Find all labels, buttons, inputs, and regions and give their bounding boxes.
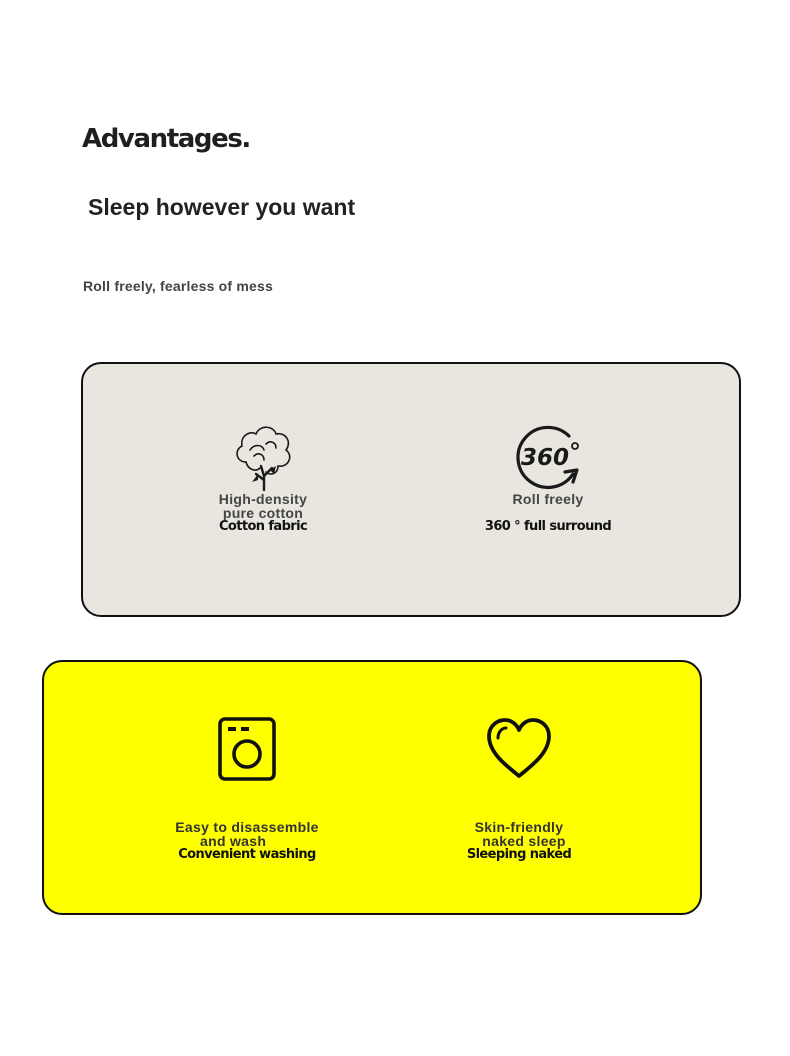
feature-title-line1: Easy to disassemble	[175, 819, 319, 835]
feature-title-line1: Skin-friendly	[474, 819, 564, 835]
360-rotate-icon	[511, 422, 585, 492]
feature-title-line1: High-density	[218, 491, 308, 507]
washing-machine-icon	[217, 714, 277, 784]
feature-roll-freely	[483, 422, 613, 534]
heart-icon	[484, 714, 554, 784]
section-tagline: Roll freely, fearless of mess	[83, 278, 273, 294]
cotton-icon	[228, 422, 298, 492]
section-heading: Advantages.	[82, 124, 250, 154]
feature-caption: Convenient washing	[178, 847, 316, 862]
feature-cotton	[213, 422, 313, 534]
feature-card-gray	[81, 362, 741, 617]
feature-skin-friendly	[444, 714, 594, 862]
feature-caption: 360 ° full surround	[484, 519, 612, 534]
feature-title-line1: Roll freely	[512, 491, 584, 507]
360-icon-label: 360	[520, 445, 570, 471]
feature-card-yellow	[42, 660, 702, 915]
feature-title-line2: naked sleep	[482, 833, 566, 849]
feature-caption: Cotton fabric	[218, 519, 308, 534]
feature-title-line2: pure cotton	[222, 505, 304, 521]
section-subtitle: Sleep however you want	[88, 194, 356, 220]
feature-washing	[172, 714, 322, 862]
feature-caption: Sleeping naked	[466, 847, 572, 862]
feature-title-line2: and wash	[200, 833, 267, 849]
